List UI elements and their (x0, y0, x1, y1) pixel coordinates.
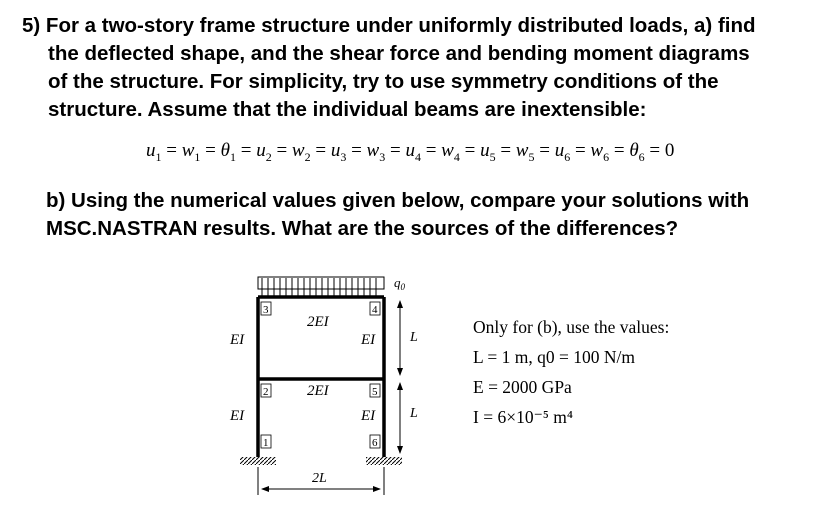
equation-term: $w_6$ (590, 140, 610, 164)
equation-term: $u_3$ (330, 140, 347, 164)
node-5-label: 5 (372, 386, 378, 398)
values-line-1: L = 1 m, q0 = 100 N/m (473, 347, 636, 367)
equation-term: $u_2$ (256, 140, 272, 164)
equation-term: $u_1$ (146, 140, 162, 164)
top-beam-label: 2EI (307, 314, 329, 330)
equation-rhs: 0 (664, 140, 675, 161)
equation-term: $w_2$ (291, 140, 311, 164)
lower-height-label: L (410, 406, 418, 421)
node-4-label: 4 (372, 304, 378, 316)
part-b-line-1: b) Using the numerical values given below, compare your solutions with (46, 189, 750, 212)
left-lower-column-label: EI (230, 408, 245, 424)
load-label: $q_0$ (394, 275, 405, 292)
node-3-label: 3 (263, 304, 269, 316)
node-1-label: 1 (263, 437, 269, 449)
numerical-values (473, 312, 669, 432)
right-upper-column-label: EI (361, 332, 376, 348)
equation-term: $u_6$ (554, 140, 571, 164)
problem-line-1: 5) For a two-story frame structure under uniformly distributed loads, a) find (22, 14, 756, 37)
part-b-line-2: MSC.NASTRAN results. What are the sources of the differences? (46, 217, 679, 240)
equation-term: $w_4$ (441, 140, 460, 164)
equation-term: $u_5$ (480, 140, 496, 164)
node-6-label: 6 (372, 437, 378, 449)
node-2-label: 2 (263, 386, 269, 398)
right-fixed-support (366, 457, 402, 465)
mid-beam-label: 2EI (307, 383, 329, 399)
equation-term: $w_3$ (366, 140, 386, 164)
problem-line-4: structure. Assume that the individual beams are inextensible: (48, 98, 647, 121)
span-label: 2L (312, 471, 327, 486)
equation-term: $u_4$ (405, 140, 421, 164)
equation-term: $w_5$ (515, 140, 535, 164)
values-heading: Only for (b), use the values: (473, 317, 670, 337)
upper-height-label: L (410, 330, 418, 345)
equation-term: $w_1$ (181, 140, 201, 164)
problem-line-3: of the structure. For simplicity, try to use symmetry conditions of the (48, 70, 719, 93)
left-fixed-support (240, 457, 276, 465)
right-lower-column-label: EI (361, 408, 376, 424)
values-line-3: I = 6×10⁻⁵ m⁴ (473, 407, 573, 427)
left-upper-column-label: EI (230, 332, 245, 348)
distributed-load (258, 277, 384, 296)
values-line-2: E = 2000 GPa (473, 377, 572, 397)
equation-term: $\theta_6$ (629, 140, 645, 164)
boundary-conditions-equation: $u_1 = w_1 = \theta_1 = u_2 = w_2 = u_3 = w_3 = u_4 = w_4 = u_5 = w_5 = u_6 = w_6 = \theta_6 = 0$ (146, 140, 675, 164)
problem-line-2: the deflected shape, and the shear force and bending moment diagrams (48, 42, 750, 65)
equation-term: $\theta_1$ (220, 140, 236, 164)
